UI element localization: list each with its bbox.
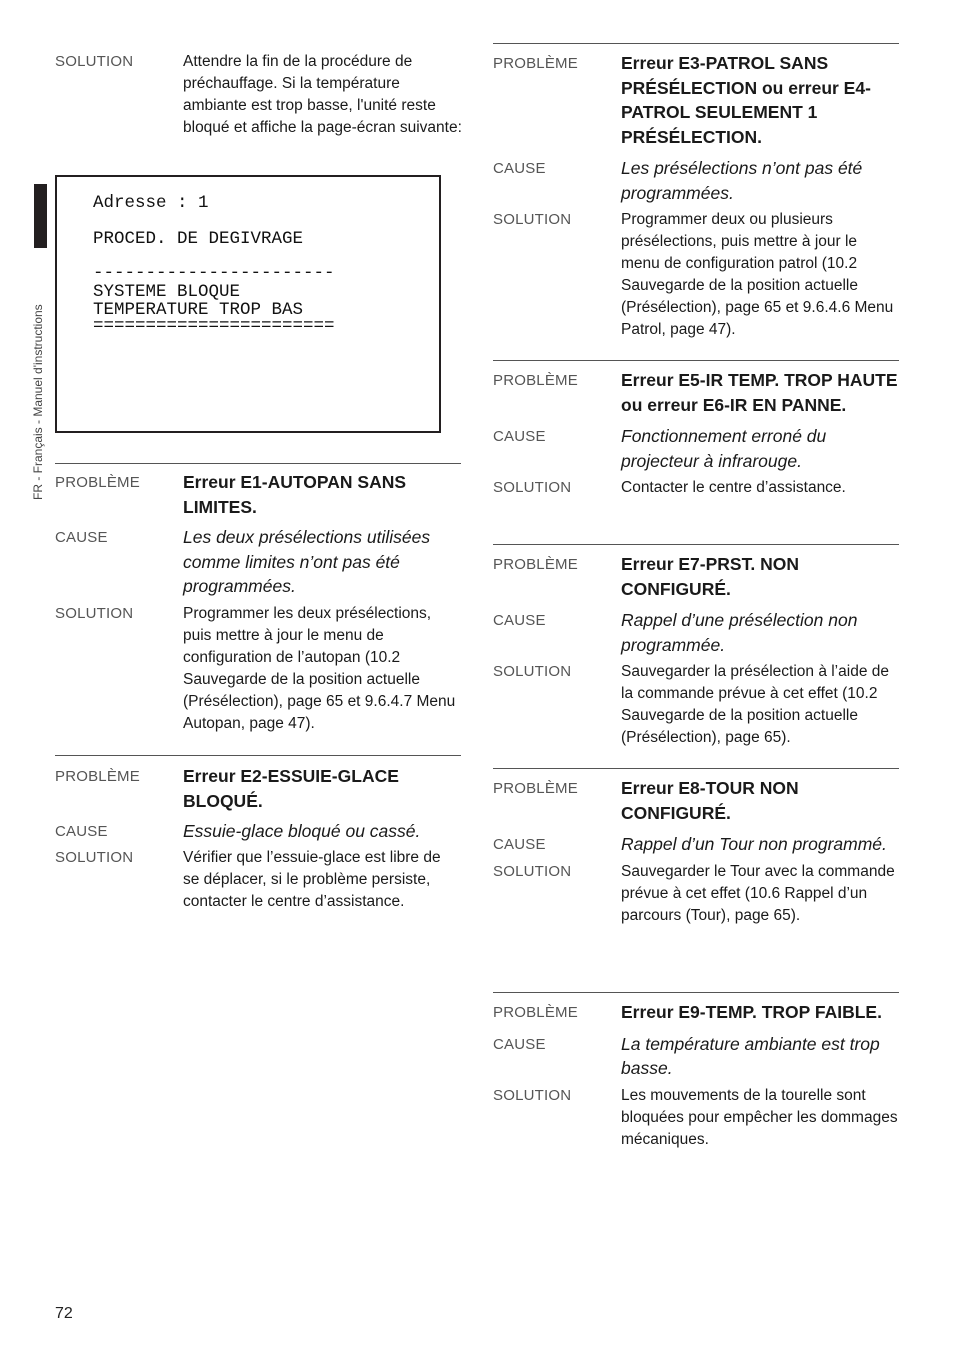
solution-text: Programmer les deux présélections, puis mettre à jour le menu de configuration de l’autopan (10.2 Sauvegarde de la position actuelle (Présélection), page 65 et 9.6.4.7 Menu Autopan, page 47). [183,604,456,732]
error-entry-e3-e4 [493,43,899,341]
problem-label: PROBLÈME [493,556,578,573]
error-entry-e2 [55,755,461,913]
solution-label: SOLUTION [55,53,134,70]
problem-text: Erreur E1-AUTOPAN SANS LIMITES. [183,472,407,517]
osd-separator-line: ----------------------- [93,263,335,283]
cause-text: Les présélections n’ont pas été programmées. [621,158,863,203]
section-marker-bar [34,184,47,248]
error-entry-e8 [493,768,899,927]
problem-text: Erreur E2-ESSUIE-GLACE BLOQUÉ. [183,766,399,811]
cause-label: CAUSE [493,836,546,853]
error-entry-e9 [493,992,899,1151]
error-entry-e7 [493,544,899,749]
problem-label: PROBLÈME [493,1004,578,1021]
solution-text: Contacter le centre d’assistance. [621,479,846,496]
problem-text: Erreur E8-TOUR NON CONFIGURÉ. [621,778,799,823]
osd-status-line: SYSTEME BLOQUE [93,282,241,302]
problem-text: Erreur E3-PATROL SANS PRÉSÉLECTION ou erreur E4-PATROL SEULEMENT 1 PRÉSÉLECTION. [621,53,871,147]
cause-label: CAUSE [493,1035,546,1053]
solution-text: Sauvegarder le Tour avec la commande prévue à cet effet (10.6 Rappel d’un parcours (Tour), page 65). [621,862,895,924]
cause-text: Rappel d’une présélection non programmée. [621,610,858,655]
problem-label: PROBLÈME [493,55,578,72]
problem-label: PROBLÈME [55,768,140,785]
problem-text: Erreur E9-TEMP. TROP FAIBLE. [621,1002,882,1022]
solution-text: Les mouvements de la tourelle sont bloquées pour empêcher les dommages mécaniques. [621,1086,898,1148]
solution-label: SOLUTION [493,1086,572,1104]
problem-label: PROBLÈME [55,474,140,491]
cause-text: Rappel d’un Tour non programmé. [621,834,887,854]
solution-label: SOLUTION [55,848,134,866]
intro-solution [55,51,461,139]
cause-text: Les deux présélections utilisées comme limites n’ont pas été programmées. [183,527,431,596]
cause-label: CAUSE [493,612,546,629]
sidebar-language-label: FR - Français - Manuel d'instructions [31,304,45,500]
solution-label: SOLUTION [493,663,572,680]
cause-label: CAUSE [55,529,108,546]
error-entry-e1 [55,463,461,735]
problem-text: Erreur E7-PRST. NON CONFIGURÉ. [621,554,799,599]
solution-label: SOLUTION [55,604,134,622]
problem-text: Erreur E5-IR TEMP. TROP HAUTE ou erreur E6-IR EN PANNE. [621,370,898,415]
page-number: 72 [55,1305,73,1322]
problem-label: PROBLÈME [493,780,578,797]
solution-label: SOLUTION [493,862,572,880]
cause-label: CAUSE [493,160,546,177]
problem-label: PROBLÈME [493,372,578,389]
cause-text: Essuie-glace bloqué ou cassé. [183,821,421,841]
intro-solution-text: Attendre la fin de la procédure de préchauffage. Si la température ambiante est trop basse, l'unité reste bloqué et affiche la page-écran suivante: [183,53,462,136]
solution-label: SOLUTION [493,211,572,228]
osd-procedure-line: PROCED. DE DEGIVRAGE [93,229,304,249]
cause-text: La température ambiante est trop basse. [621,1033,880,1078]
osd-temperature-line: TEMPERATURE TROP BAS [93,300,304,320]
osd-screen-display [55,175,441,433]
cause-label: CAUSE [493,428,546,445]
error-entry-e5-e6 [493,360,899,499]
cause-text: Fonctionnement erroné du projecteur à infrarouge. [621,426,827,471]
cause-label: CAUSE [55,823,108,840]
solution-text: Vérifier que l’essuie-glace est libre de se déplacer, si le problème persiste, contacter le centre d’assistance. [183,848,441,910]
osd-address-line: Adresse : 1 [93,193,209,213]
solution-text: Sauvegarder la présélection à l’aide de la commande prévue à cet effet (10.2 Sauvegarde de la position actuelle (Présélection), page 65). [621,663,889,746]
solution-label: SOLUTION [493,479,572,496]
solution-text: Programmer deux ou plusieurs présélections, puis mettre à jour le menu de configuration patrol (10.2 Sauvegarde de la position actuelle (Présélection), page 65 et 9.6.4.6 Menu Patrol, page 47). [621,211,894,338]
osd-double-separator: ======================= [93,316,335,336]
